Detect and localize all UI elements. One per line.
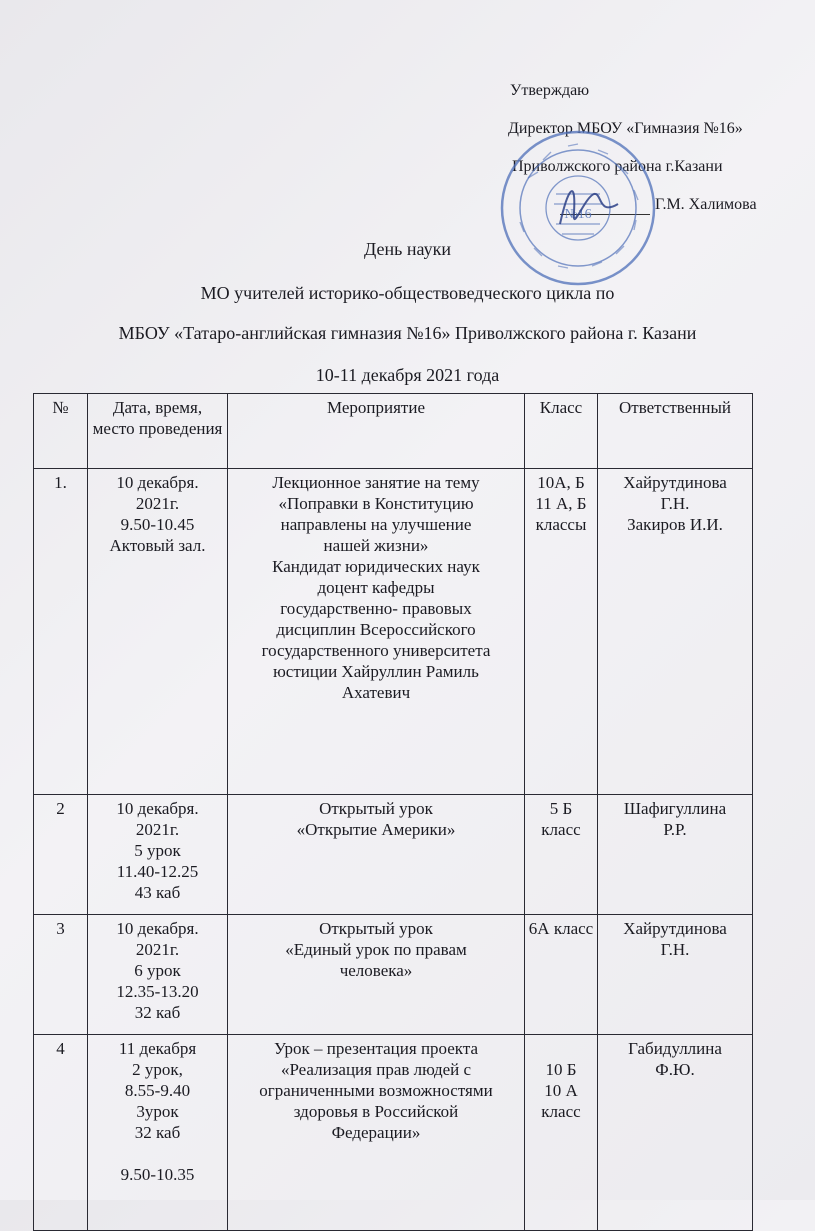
cell-responsible	[598, 915, 753, 1035]
cell-line: «Поправки в Конституцию	[278, 494, 474, 513]
cell-line: Ахатевич	[341, 683, 411, 702]
cell-line: классы	[535, 515, 587, 534]
cell-line: нашей жизни»	[323, 536, 429, 555]
event-dates: 10-11 декабря 2021 года	[315, 365, 500, 385]
cell-line: Хайрутдинова	[623, 919, 727, 938]
cell-date	[88, 1035, 228, 1231]
cell-line: государственно- правовых	[280, 599, 472, 618]
cell-line: 10 Б	[545, 1060, 577, 1079]
cell-line: Открытый урок	[319, 799, 433, 818]
schedule-table	[33, 393, 753, 1231]
cell-line: здоровья в Российской	[293, 1102, 459, 1121]
cell-line: 2021г.	[135, 820, 180, 839]
table-row	[34, 915, 753, 1035]
cell-line: 10 А	[544, 1081, 578, 1100]
cell-num: 4	[34, 1035, 88, 1231]
cell-line: 11 декабря	[118, 1039, 197, 1058]
cell-line: 32 каб	[134, 1003, 181, 1022]
district-line: Приволжского района г.Казани	[512, 158, 723, 175]
cell-line: человека»	[339, 961, 413, 980]
col-event: Мероприятие	[228, 394, 525, 469]
cell-line: 2 урок,	[132, 1060, 183, 1079]
cell-line: 6А класс	[528, 919, 594, 938]
cell-date	[88, 469, 228, 795]
cell-event	[228, 915, 525, 1035]
cell-class	[525, 1035, 598, 1231]
cell-line: Лекционное занятие на тему	[272, 473, 480, 492]
cell-responsible	[598, 469, 753, 795]
cell-class	[525, 469, 598, 795]
cell-line: Р.Р.	[663, 820, 687, 839]
cell-event	[228, 1035, 525, 1231]
col-date: Дата, время, место проведения	[88, 394, 228, 469]
cell-date	[88, 795, 228, 915]
cell-line: 10 декабря.	[116, 919, 199, 938]
cell-line: направлены на улучшение	[280, 515, 472, 534]
cell-date	[88, 915, 228, 1035]
cell-line: «Открытие Америки»	[296, 820, 456, 839]
table-row	[34, 795, 753, 915]
cell-num: 3	[34, 915, 88, 1035]
cell-line: Кандидат юридических наук	[272, 557, 480, 576]
cell-line: Актовый зал.	[109, 536, 206, 555]
cell-class	[525, 795, 598, 915]
cell-line: 11 А, Б	[535, 494, 587, 513]
approve-label: Утверждаю	[510, 82, 590, 99]
cell-line	[528, 1038, 594, 1059]
cell-line: Габидуллина	[628, 1039, 722, 1058]
cell-line: Г.Н.	[660, 940, 690, 959]
cell-line: 5 урок	[134, 841, 181, 860]
cell-line: 11.40-12.25	[116, 862, 199, 881]
cell-class	[525, 915, 598, 1035]
cell-line: Урок – презентация проекта	[273, 1039, 479, 1058]
col-responsible: Ответственный	[598, 394, 753, 469]
table-row	[34, 1035, 753, 1231]
col-num: №	[34, 394, 88, 469]
cell-line: «Единый урок по правам	[285, 940, 467, 959]
cell-line: 43 каб	[134, 883, 181, 902]
cell-line	[91, 1143, 224, 1164]
cell-line: 10 декабря.	[116, 799, 199, 818]
col-class: Класс	[525, 394, 598, 469]
cell-line: 3урок	[136, 1102, 179, 1121]
cell-responsible	[598, 795, 753, 915]
school-name: МБОУ «Татаро-английская гимназия №16» Приволжского района г. Казани	[118, 323, 697, 343]
director-title: Директор МБОУ «Гимназия №16»	[508, 120, 743, 137]
cell-num: 2	[34, 795, 88, 915]
cell-line: доцент кафедры	[317, 578, 435, 597]
cell-line: 10А, Б	[537, 473, 585, 492]
cell-line: 10 декабря.	[116, 473, 199, 492]
school-stamp	[498, 128, 658, 288]
cell-line: Шафигуллина	[623, 799, 727, 818]
cell-event	[228, 469, 525, 795]
page-subtitle: МО учителей историко-обществоведческого цикла по	[200, 283, 615, 303]
cell-line: 6 урок	[134, 961, 181, 980]
stamp-center-text: №16	[564, 207, 592, 222]
cell-line: 5 Б класс	[541, 799, 581, 839]
cell-line: Открытый урок	[319, 919, 433, 938]
table-header-row	[34, 394, 753, 469]
cell-line: 32 каб	[134, 1123, 181, 1142]
cell-line: 9.50-10.35	[120, 1165, 195, 1184]
table-row	[34, 469, 753, 795]
table-body	[34, 469, 753, 1231]
cell-line: 9.50-10.45	[120, 515, 195, 534]
cell-responsible	[598, 1035, 753, 1231]
cell-line: дисциплин Всероссийского	[276, 620, 476, 639]
cell-line: 2021г.	[135, 494, 180, 513]
cell-line: 2021г.	[135, 940, 180, 959]
cell-event	[228, 795, 525, 915]
cell-line: ограниченными возможностями	[259, 1081, 493, 1100]
cell-line: 8.55-9.40	[124, 1081, 191, 1100]
cell-line: государственного университета	[261, 641, 491, 660]
cell-num: 1.	[34, 469, 88, 795]
director-name: Г.М. Халимова	[655, 196, 757, 213]
cell-line: класс	[541, 1102, 581, 1121]
cell-line: Закиров И.И.	[627, 515, 723, 534]
cell-line: Федерации»	[331, 1123, 421, 1142]
cell-line: Хайрутдинова	[623, 473, 727, 492]
cell-line: Ф.Ю.	[655, 1060, 695, 1079]
page-title: День науки	[364, 239, 451, 259]
cell-line: 12.35-13.20	[116, 982, 199, 1001]
cell-line: юстиции Хайруллин Рамиль	[273, 662, 479, 681]
cell-line: Г.Н.	[660, 494, 690, 513]
cell-line: «Реализация прав людей с	[280, 1060, 472, 1079]
